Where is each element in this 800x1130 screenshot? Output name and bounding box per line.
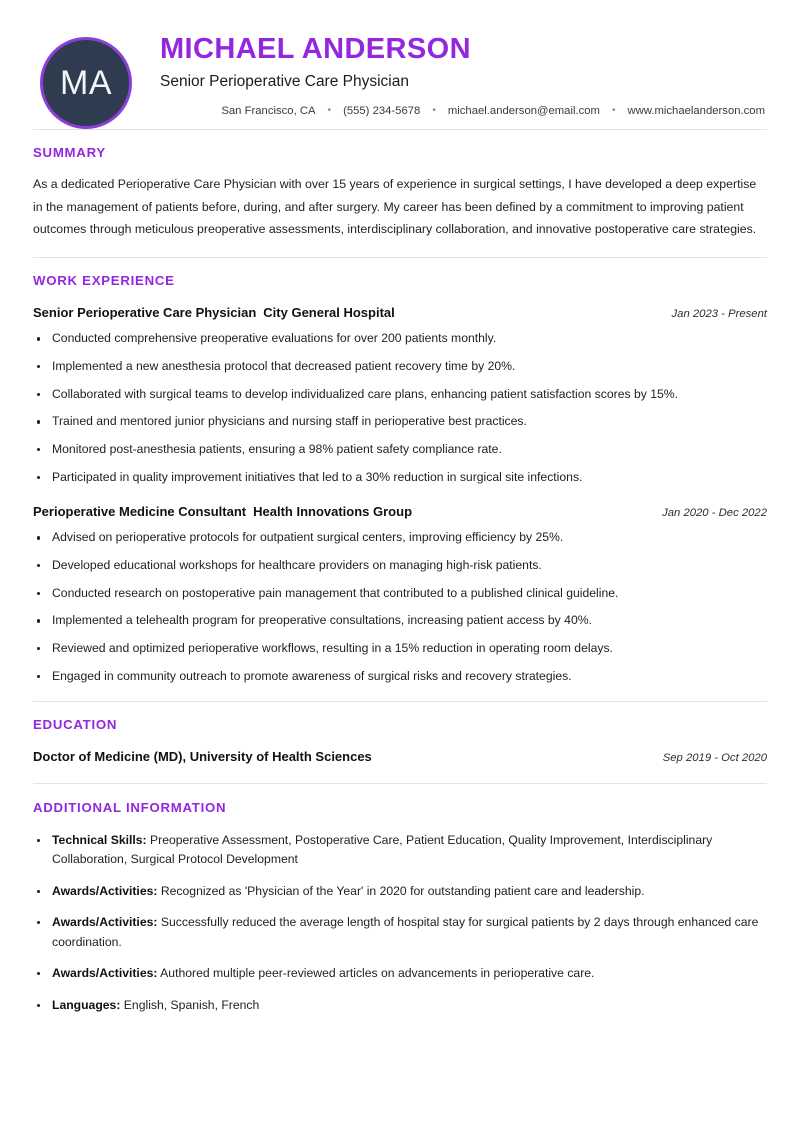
contact-phone[interactable]: (555) 234-5678 — [343, 104, 421, 117]
contact-website[interactable]: www.michaelanderson.com — [627, 104, 765, 117]
job-company: Health Innovations Group — [253, 503, 413, 519]
education-entry — [33, 749, 767, 764]
additional-item-value: Authored multiple peer-reviewed articles on advancements in perioperative care. — [160, 966, 595, 981]
list-item: Developed educational workshops for healthcare providers on managing high-risk patients. — [33, 557, 767, 575]
education-degree: Doctor of Medicine (MD), University of Health Sciences — [33, 748, 372, 764]
education-dates: Sep 2019 - Oct 2020 — [662, 751, 767, 764]
job-headline: Senior Perioperative Care Physician — [160, 73, 409, 91]
resume-header — [33, 0, 767, 129]
additional-item-value: Preoperative Assessment, Postoperative Care, Patient Education, Quality Improvement, Interdisciplinary Collaboration, Surgical Protocol Development — [52, 832, 713, 867]
summary-text: As a dedicated Perioperative Care Physician with over 15 years of experience in surgical settings, I have developed a deep expertise in the management of patients before, during, and after surgery. My career has been defined by a commitment to improving patient outcomes through meticulous preoperative assessments, interdisciplinary collaboration, and innovative postoperative care strategies. — [33, 177, 757, 236]
header-text-block — [132, 31, 767, 117]
list-item — [33, 913, 767, 952]
section-title-work-experience: WORK EXPERIENCE — [33, 272, 175, 288]
contact-location: San Francisco, CA — [221, 104, 316, 117]
job-header — [33, 504, 767, 521]
list-item — [33, 996, 767, 1016]
contact-separator-icon: • — [432, 104, 436, 116]
additional-information-list — [33, 831, 767, 1016]
section-title-summary: SUMMARY — [33, 145, 106, 160]
job-company: City General Hospital — [263, 304, 395, 320]
additional-item-label: Awards/Activities: — [52, 883, 158, 898]
job-bullet-list — [33, 529, 767, 685]
additional-item-value: Recognized as 'Physician of the Year' in 2020 for outstanding patient care and leadership. — [160, 883, 645, 898]
job-role-line — [33, 305, 395, 322]
list-item: Participated in quality improvement initiatives that led to a 30% reduction in surgical site infections. — [33, 469, 767, 487]
list-item: Implemented a telehealth program for preoperative consultations, increasing patient access by 40%. — [33, 612, 767, 630]
list-item: Collaborated with surgical teams to develop individualized care plans, enhancing patient satisfaction scores by 15%. — [33, 386, 767, 404]
avatar — [40, 37, 132, 129]
job-entry — [33, 305, 767, 487]
section-work-experience — [33, 258, 767, 701]
list-item — [33, 882, 767, 902]
job-role: Senior Perioperative Care Physician — [33, 304, 257, 320]
additional-item-label: Technical Skills: — [52, 832, 147, 847]
job-role-line — [33, 504, 412, 521]
list-item — [33, 964, 767, 984]
page-title: MICHAEL ANDERSON — [160, 33, 471, 65]
list-item — [33, 831, 767, 870]
list-item: Implemented a new anesthesia protocol that decreased patient recovery time by 20%. — [33, 358, 767, 376]
list-item: Conducted comprehensive preoperative evaluations for over 200 patients monthly. — [33, 330, 767, 348]
contact-line — [160, 105, 767, 117]
list-item: Conducted research on postoperative pain management that contributed to a published clinical guideline. — [33, 585, 767, 603]
section-additional-information — [33, 784, 767, 1016]
section-title-education: EDUCATION — [33, 716, 118, 732]
contact-separator-icon: • — [327, 104, 332, 116]
job-dates: Jan 2023 - Present — [671, 307, 767, 320]
contact-separator-icon: • — [611, 104, 616, 116]
additional-item-value: Successfully reduced the average length of hospital stay for surgical patients by 2 days through enhanced care coordination. — [52, 915, 759, 949]
additional-item-label: Languages: — [52, 997, 121, 1012]
section-title-additional-information: ADDITIONAL INFORMATION — [33, 799, 227, 815]
job-entry — [33, 504, 767, 686]
additional-item-value: English, Spanish, French — [123, 997, 260, 1012]
avatar-initials: MA — [60, 64, 112, 102]
list-item: Trained and mentored junior physicians and nursing staff in perioperative best practices. — [33, 413, 767, 431]
job-bullet-list — [33, 330, 767, 486]
additional-item-label: Awards/Activities: — [52, 966, 158, 981]
additional-item-label: Awards/Activities: — [52, 915, 158, 930]
section-summary — [33, 130, 767, 257]
job-role: Perioperative Medicine Consultant — [33, 503, 247, 519]
section-education — [33, 702, 767, 783]
list-item: Engaged in community outreach to promote awareness of surgical risks and recovery strategies. — [33, 668, 767, 686]
job-dates: Jan 2020 - Dec 2022 — [662, 506, 767, 519]
list-item: Advised on perioperative protocols for outpatient surgical centers, improving efficiency by 25%. — [33, 529, 767, 547]
contact-email[interactable]: michael.anderson@email.com — [447, 104, 600, 117]
list-item: Monitored post-anesthesia patients, ensuring a 98% patient safety compliance rate. — [33, 441, 767, 459]
list-item: Reviewed and optimized perioperative workflows, resulting in a 15% reduction in operating room delays. — [33, 640, 767, 658]
job-header — [33, 305, 767, 322]
